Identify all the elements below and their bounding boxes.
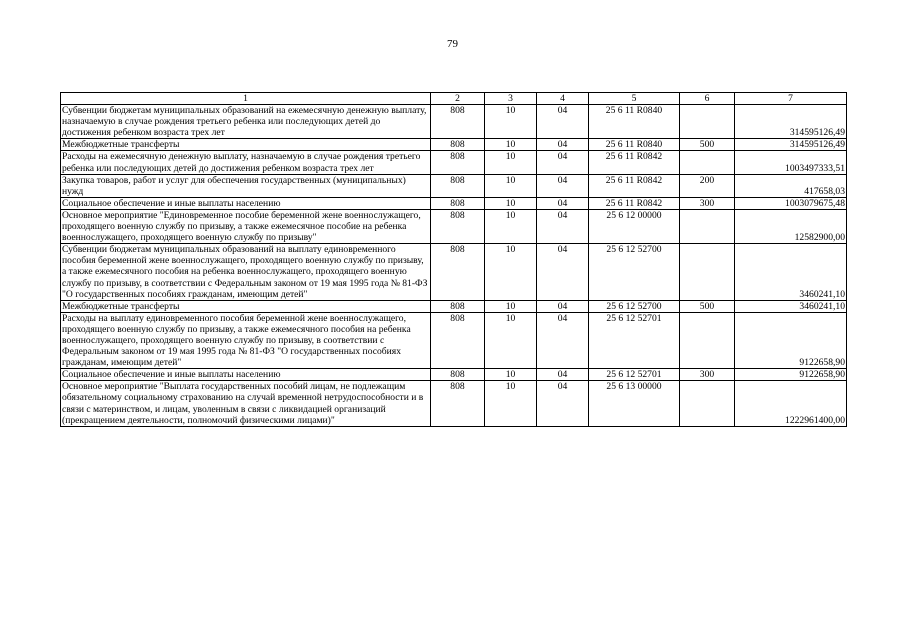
- expense-type-cell: [680, 244, 735, 300]
- target-article-cell: 25 6 12 00000: [589, 209, 680, 243]
- section-cell: 10: [485, 151, 537, 174]
- amount-cell: 12582900,00: [735, 209, 847, 243]
- row-name-cell: Закупка товаров, работ и услуг для обеспечения государственных (муниципальных) нужд: [61, 174, 431, 197]
- target-article-cell: 25 6 12 52700: [589, 300, 680, 312]
- section-cell: 10: [485, 139, 537, 151]
- header-cell: 2: [431, 93, 485, 105]
- subsection-cell: 04: [537, 151, 589, 174]
- table-header-row: [61, 93, 847, 105]
- section-code-cell: 808: [431, 381, 485, 426]
- table-row: [61, 300, 847, 312]
- table-row: [61, 174, 847, 197]
- amount-cell: 9122658,90: [735, 369, 847, 381]
- table-row: [61, 197, 847, 209]
- section-code-cell: 808: [431, 151, 485, 174]
- expense-type-cell: 500: [680, 300, 735, 312]
- section-code-cell: 808: [431, 369, 485, 381]
- expense-type-cell: 200: [680, 174, 735, 197]
- expense-type-cell: 500: [680, 139, 735, 151]
- header-cell: 3: [485, 93, 537, 105]
- subsection-cell: 04: [537, 244, 589, 300]
- section-code-cell: 808: [431, 197, 485, 209]
- subsection-cell: 04: [537, 369, 589, 381]
- amount-cell: 1003079675,48: [735, 197, 847, 209]
- subsection-cell: 04: [537, 312, 589, 368]
- section-code-cell: 808: [431, 174, 485, 197]
- subsection-cell: 04: [537, 197, 589, 209]
- table-row: [61, 244, 847, 300]
- section-code-cell: 808: [431, 105, 485, 139]
- header-cell: 7: [735, 93, 847, 105]
- target-article-cell: 25 6 11 R0842: [589, 151, 680, 174]
- section-cell: 10: [485, 174, 537, 197]
- amount-cell: 314595126,49: [735, 105, 847, 139]
- expense-type-cell: [680, 312, 735, 368]
- section-code-cell: 808: [431, 312, 485, 368]
- section-code-cell: 808: [431, 139, 485, 151]
- target-article-cell: 25 6 12 52700: [589, 244, 680, 300]
- row-name-cell: Межбюджетные трансферты: [61, 300, 431, 312]
- section-cell: 10: [485, 197, 537, 209]
- table-row: [61, 151, 847, 174]
- section-cell: 10: [485, 209, 537, 243]
- section-cell: 10: [485, 369, 537, 381]
- table-row: [61, 369, 847, 381]
- section-cell: 10: [485, 312, 537, 368]
- target-article-cell: 25 6 11 R0842: [589, 174, 680, 197]
- expense-type-cell: [680, 381, 735, 426]
- section-cell: 10: [485, 244, 537, 300]
- page-number: 79: [447, 38, 458, 50]
- amount-cell: 3460241,10: [735, 300, 847, 312]
- section-cell: 10: [485, 381, 537, 426]
- table-row: [61, 105, 847, 139]
- budget-table: [60, 92, 847, 427]
- row-name-cell: Субвенции бюджетам муниципальных образований на ежемесячную денежную выплату, назначаемую в случае рождения третьего ребенка или последующих детей до достижения ребенком возраста трех лет: [61, 105, 431, 139]
- target-article-cell: 25 6 11 R0842: [589, 197, 680, 209]
- target-article-cell: 25 6 13 00000: [589, 381, 680, 426]
- table-row: [61, 209, 847, 243]
- header-cell: 5: [589, 93, 680, 105]
- expense-type-cell: 300: [680, 369, 735, 381]
- table-row: [61, 381, 847, 426]
- amount-cell: 1222961400,00: [735, 381, 847, 426]
- row-name-cell: Межбюджетные трансферты: [61, 139, 431, 151]
- target-article-cell: 25 6 12 52701: [589, 312, 680, 368]
- row-name-cell: Социальное обеспечение и иные выплаты населению: [61, 197, 431, 209]
- table-row: [61, 139, 847, 151]
- amount-cell: 3460241,10: [735, 244, 847, 300]
- row-name-cell: Социальное обеспечение и иные выплаты населению: [61, 369, 431, 381]
- subsection-cell: 04: [537, 139, 589, 151]
- expense-type-cell: [680, 105, 735, 139]
- row-name-cell: Основное мероприятие "Единовременное пособие беременной жене военнослужащего, проходящего военную службу по призыву, а также ежемесячное пособие на ребенка военнослужащего, проходящего военную службу по призыву": [61, 209, 431, 243]
- subsection-cell: 04: [537, 381, 589, 426]
- target-article-cell: 25 6 11 R0840: [589, 105, 680, 139]
- amount-cell: 314595126,49: [735, 139, 847, 151]
- header-cell: 6: [680, 93, 735, 105]
- target-article-cell: 25 6 11 R0840: [589, 139, 680, 151]
- target-article-cell: 25 6 12 52701: [589, 369, 680, 381]
- row-name-cell: Основное мероприятие "Выплата государственных пособий лицам, не подлежащим обязательному социальному страхованию на случай временной нетрудоспособности и в связи с материнством, и лицам, уволенным в связи с ликвидацией организаций (прекращением деятельности, полномочий физическими лицами)": [61, 381, 431, 426]
- header-cell: 1: [61, 93, 431, 105]
- subsection-cell: 04: [537, 174, 589, 197]
- header-cell: 4: [537, 93, 589, 105]
- subsection-cell: 04: [537, 300, 589, 312]
- section-cell: 10: [485, 105, 537, 139]
- row-name-cell: Расходы на ежемесячную денежную выплату, назначаемую в случае рождения третьего ребенка или последующих детей до достижения ребенком возраста трех лет: [61, 151, 431, 174]
- section-code-cell: 808: [431, 300, 485, 312]
- table-row: [61, 312, 847, 368]
- row-name-cell: Расходы на выплату единовременного пособия беременной жене военнослужащего, проходящего военную службу по призыву, а также ежемесячного пособия на ребенка военнослужащего, проходящего военную службу по призыву, в соответствии с Федеральным законом от 19 мая 1995 года № 81-ФЗ "О государственных пособиях гражданам, имеющим детей": [61, 312, 431, 368]
- expense-type-cell: 300: [680, 197, 735, 209]
- expense-type-cell: [680, 151, 735, 174]
- section-code-cell: 808: [431, 209, 485, 243]
- subsection-cell: 04: [537, 209, 589, 243]
- subsection-cell: 04: [537, 105, 589, 139]
- section-code-cell: 808: [431, 244, 485, 300]
- amount-cell: 417658,03: [735, 174, 847, 197]
- amount-cell: 1003497333,51: [735, 151, 847, 174]
- expense-type-cell: [680, 209, 735, 243]
- amount-cell: 9122658,90: [735, 312, 847, 368]
- row-name-cell: Субвенции бюджетам муниципальных образований на выплату единовременного пособия беременной жене военнослужащего, проходящего военную службу по призыву, а также ежемесячного пособия на ребенка военнослужащего, проходящего военную службу по призыву, в соответствии с Федеральным законом от 19 мая 1995 года № 81-ФЗ "О государственных пособиях гражданам, имеющим детей": [61, 244, 431, 300]
- section-cell: 10: [485, 300, 537, 312]
